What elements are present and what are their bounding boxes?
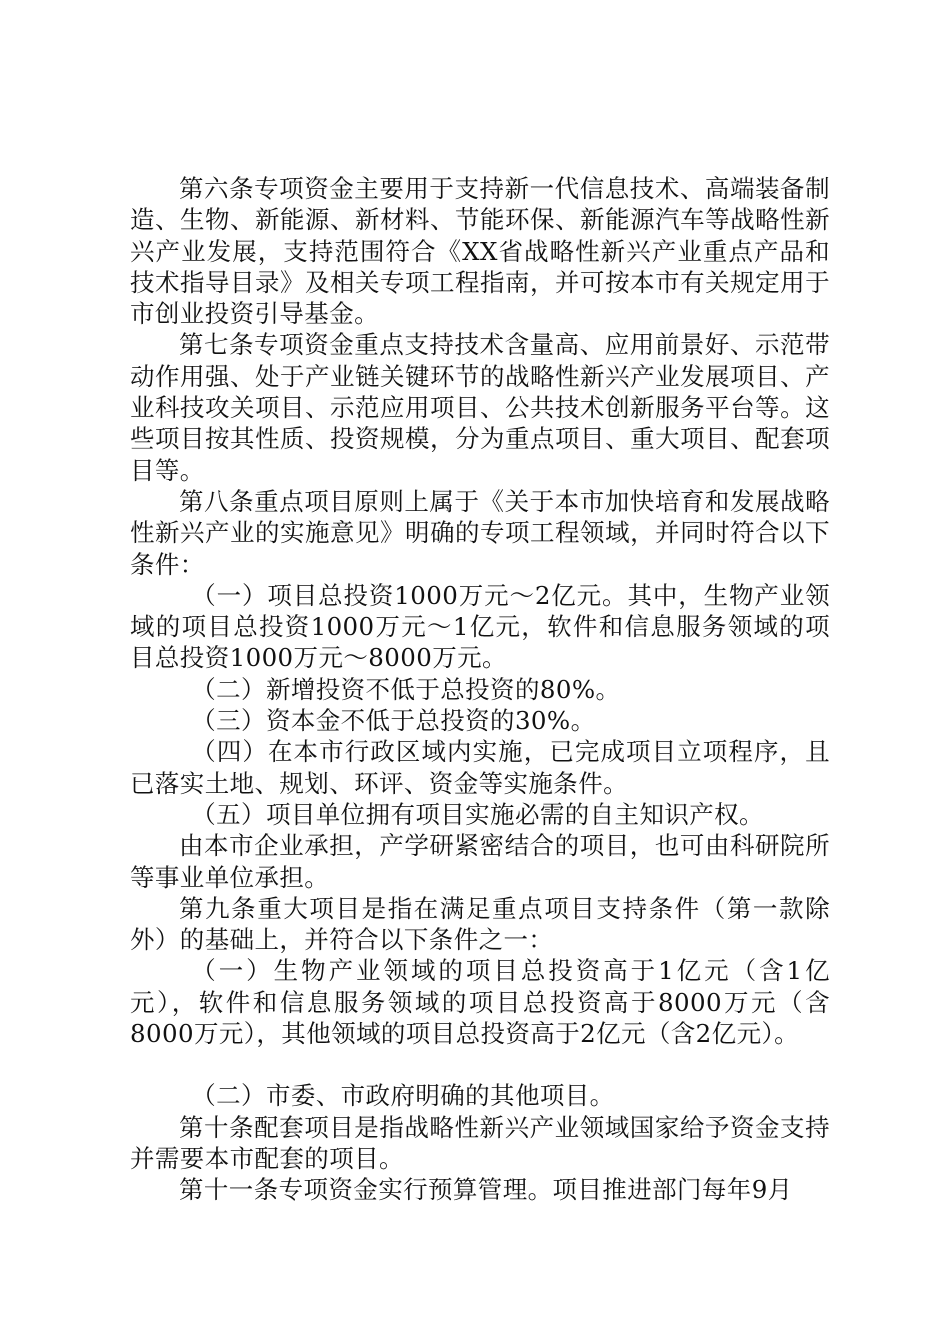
article-9-item-1: （一）生物产业领域的项目总投资高于1亿元（含1亿元），软件和信息服务领域的项目总投资高于8000万元（含8000万元），其他领域的项目总投资高于2亿元（含2亿元）。 bbox=[130, 956, 830, 1049]
article-8-paragraph: 第八条重点项目原则上属于《关于本市加快培育和发展战略性新兴产业的实施意见》明确的专项工程领域，并同时符合以下条件： bbox=[130, 486, 830, 579]
article-7-paragraph: 第七条专项资金重点支持技术含量高、应用前景好、示范带动作用强、处于产业链关键环节的战略性新兴产业发展项目、产业科技攻关项目、示范应用项目、公共技术创新服务平台等。这些项目按其性质、投资规模，分为重点项目、重大项目、配套项目等。 bbox=[130, 330, 830, 485]
article-6-paragraph: 第六条专项资金主要用于支持新一代信息技术、高端装备制造、生物、新能源、新材料、节能环保、新能源汽车等战略性新兴产业发展，支持范围符合《XX省战略性新兴产业重点产品和技术指导目录》及相关专项工程指南，并可按本市有关规定用于市创业投资引导基金。 bbox=[130, 174, 830, 329]
article-9-paragraph: 第九条重大项目是指在满足重点项目支持条件（第一款除外）的基础上，并符合以下条件之一： bbox=[130, 893, 830, 955]
article-8-item-3: （三）资本金不低于总投资的30%。 bbox=[191, 706, 596, 736]
article-8-note-paragraph: 由本市企业承担，产学研紧密结合的项目，也可由科研院所等事业单位承担。 bbox=[130, 831, 830, 892]
paragraph-gap bbox=[130, 1049, 830, 1080]
article-8-item-4: （四）在本市行政区域内实施，已完成项目立项程序，且已落实土地、规划、环评、资金等实施条件。 bbox=[130, 737, 830, 798]
document-body bbox=[130, 173, 830, 1206]
article-8-item-2: （二）新增投资不低于总投资的80%。 bbox=[191, 674, 621, 704]
article-8-item-5: （五）项目单位拥有项目实施必需的自主知识产权。 bbox=[191, 799, 764, 829]
article-11-paragraph: 第十一条专项资金实行预算管理。项目推进部门每年9月 bbox=[179, 1175, 793, 1205]
article-9-item-2: （二）市委、市政府明确的其他项目。 bbox=[191, 1081, 615, 1111]
article-10-paragraph: 第十条配套项目是指战略性新兴产业领域国家给予资金支持并需要本市配套的项目。 bbox=[130, 1112, 830, 1173]
article-8-item-1: （一）项目总投资1000万元～2亿元。其中，生物产业领域的项目总投资1000万元～1亿元，软件和信息服务领域的项目总投资1000万元～8000万元。 bbox=[130, 580, 830, 673]
